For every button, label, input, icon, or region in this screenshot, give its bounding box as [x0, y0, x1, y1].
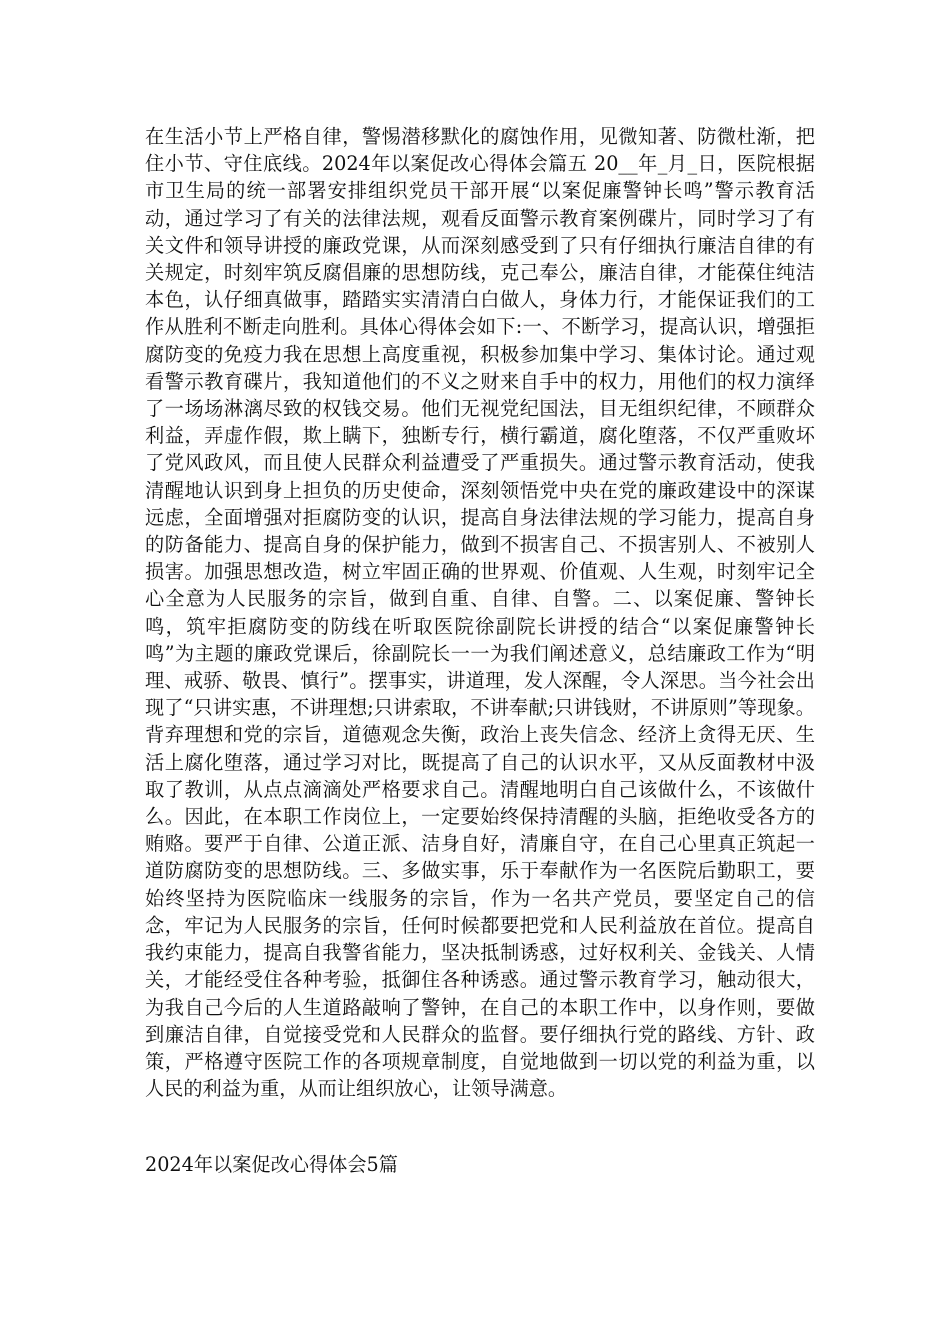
- document-title: 2024年以案促改心得体会5篇: [145, 1153, 398, 1176]
- body-paragraph: 在生活小节上严格自律，警惕潜移默化的腐蚀作用，见微知著、防微杜渐，把住小节、守住底线。2024年以案促改心得体会篇五 20__年_月_日，医院根据市卫生局的统一部署安排组织党员干部开展“以案促廉警钟长鸣”警示教育活动，通过学习了有关的法律法规，观看反面警示教育案例碟片，同时学习了有关文件和领导讲授的廉政党课，从而深刻感受到了只有仔细执行廉洁自律的有关规定，时刻牢筑反腐倡廉的思想防线，克己奉公，廉洁自律，才能葆住纯洁本色，认仔细真做事，踏踏实实清清白白做人，身体力行，才能保证我们的工作从胜利不断走向胜利。具体心得体会如下:一、不断学习，提高认识，增强拒腐防变的免疫力我在思想上高度重视，积极参加集中学习、集体讨论。通过观看警示教育碟片，我知道他们的不义之财来自手中的权力，用他们的权力演绎了一场场淋漓尽致的权钱交易。他们无视党纪国法，目无组织纪律，不顾群众利益，弄虚作假，欺上瞒下，独断专行，横行霸道，腐化堕落，不仅严重败坏了党风政风，而且使人民群众利益遭受了严重损失。通过警示教育活动，使我清醒地认识到身上担负的历史使命，深刻领悟党中央在党的廉政建设中的深谋远虑，全面增强对拒腐防变的认识，提高自身法律法规的学习能力，提高自身的防备能力、提高自身的保护能力，做到不损害自己、不损害别人、不被别人损害。加强思想改造，树立牢固正确的世界观、价值观、人生观，时刻牢记全心全意为人民服务的宗旨，做到自重、自律、自警。二、以案促廉、警钟长鸣，筑牢拒腐防变的防线在听取医院徐副院长讲授的结合“以案促廉警钟长鸣”为主题的廉政党课后，徐副院长一一为我们阐述意义，总结廉政工作为“明理、戒骄、敬畏、慎行”。摆事实，讲道理，发人深醒，令人深思。当今社会出现了“只讲实惠，不讲理想;只讲索取，不讲奉献;只讲钱财，不讲原则”等现象。背弃理想和党的宗旨，道德观念失衡，政治上丧失信念、经济上贪得无厌、生活上腐化堕落，通过学习对比，既提高了自己的认识水平，又从反面教材中汲取了教训，从点点滴滴处严格要求自己。清醒地明白自己该做什么，不该做什么。因此，在本职工作岗位上，一定要始终保持清醒的头脑，拒绝收受各方的贿赂。要严于自律、公道正派、洁身自好，清廉自守，在自己心里真正筑起一道防腐防变的思想防线。三、多做实事，乐于奉献作为一名医院后勤职工，要始终坚持为医院临床一线服务的宗旨，作为一名共产党员，要坚定自己的信念，牢记为人民服务的宗旨，任何时候都要把党和人民利益放在首位。提高自我约束能力，提高自我警省能力，坚决抵制诱惑，过好权利关、金钱关、人情关，才能经受住各种考验，抵御住各种诱惑。通过警示教育学习，触动很大，为我自己今后的人生道路敲响了警钟，在自己的本职工作中，以身作则，要做到廉洁自律，自觉接受党和人民群众的监督。要仔细执行党的路线、方针、政策，严格遵守医院工作的各项规章制度，自觉地做到一切以党的利益为重，以人民的利益为重，从而让组织放心，让领导满意。: [145, 125, 815, 1101]
